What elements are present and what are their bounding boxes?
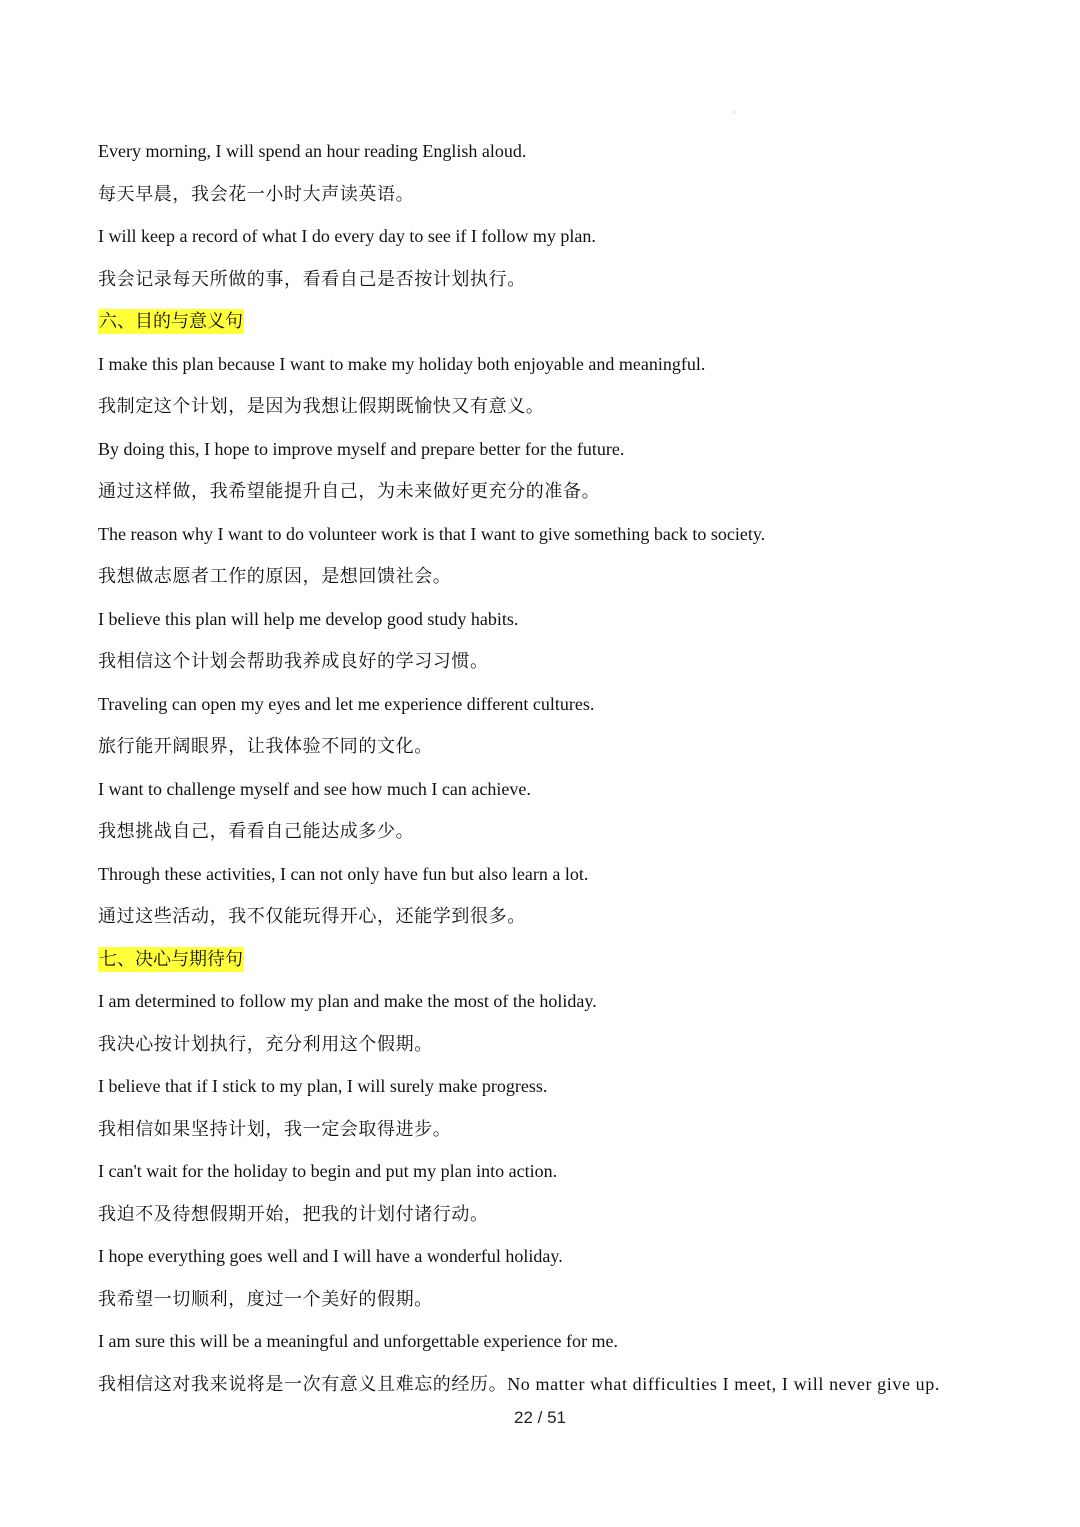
chinese-translation: 我想做志愿者工作的原因，是想回馈社会。 [98, 566, 452, 586]
english-sentence: I am determined to follow my plan and make the most of the holiday. [98, 991, 597, 1011]
english-sentence: I believe this plan will help me develop good study habits. [98, 608, 519, 629]
english-sentence: Traveling can open my eyes and let me experience different cultures. [98, 693, 595, 714]
chinese-translation: 每天早晨，我会花一小时大声读英语。 [98, 183, 415, 204]
chinese-translation: 我相信这对我来说将是一次有意义且难忘的经历。No matter what difficulties I meet, I will never give up. [98, 1373, 940, 1394]
chinese-translation: 我相信这个计划会帮助我养成良好的学习习惯。 [98, 651, 489, 671]
corner-mark: 1 [733, 110, 736, 116]
highlighted-heading-text: 七、决心与期待句 [98, 947, 244, 972]
chinese-translation: 我想挑战自己，看看自己能达成多少。 [98, 821, 415, 841]
english-sentence: I will keep a record of what I do every day to see if I follow my plan. [98, 226, 596, 246]
chinese-translation: 我希望一切顺利，度过一个美好的假期。 [98, 1288, 433, 1309]
english-sentence: I want to challenge myself and see how much I can achieve. [98, 778, 531, 799]
chinese-translation: 我制定这个计划，是因为我想让假期既愉快又有意义。 [98, 396, 545, 416]
english-sentence: Every morning, I will spend an hour reading English aloud. [98, 141, 527, 161]
english-sentence: I am sure this will be a meaningful and unforgettable experience for me. [98, 1331, 618, 1351]
english-sentence: I can't wait for the holiday to begin and put my plan into action. [98, 1161, 558, 1181]
english-sentence: By doing this, I hope to improve myself and prepare better for the future. [98, 438, 625, 459]
english-sentence: I make this plan because I want to make my holiday both enjoyable and meaningful. [98, 353, 706, 374]
page-number: 22 / 51 [514, 1408, 566, 1427]
highlighted-heading-text: 六、目的与意义句 [98, 309, 244, 334]
chinese-translation: 通过这样做，我希望能提升自己，为未来做好更充分的准备。 [98, 481, 601, 501]
english-sentence: I hope everything goes well and I will have a wonderful holiday. [98, 1246, 563, 1266]
chinese-translation: 旅行能开阔眼界，让我体验不同的文化。 [98, 736, 433, 756]
chinese-translation: 我会记录每天所做的事，看看自己是否按计划执行。 [98, 268, 526, 289]
english-sentence: I believe that if I stick to my plan, I will surely make progress. [98, 1076, 548, 1096]
section-heading [98, 944, 998, 987]
chinese-translation: 通过这些活动，我不仅能玩得开心，还能学到很多。 [98, 906, 526, 926]
chinese-translation: 我决心按计划执行，充分利用这个假期。 [98, 1033, 433, 1054]
chinese-translation: 我相信如果坚持计划，我一定会取得进步。 [98, 1118, 452, 1139]
section-heading [98, 306, 998, 349]
english-sentence: Through these activities, I can not only have fun but also learn a lot. [98, 863, 589, 884]
english-sentence: The reason why I want to do volunteer work is that I want to give something back to society. [98, 523, 766, 544]
chinese-translation: 我迫不及待想假期开始，把我的计划付诸行动。 [98, 1203, 489, 1224]
document-body [98, 136, 998, 1411]
